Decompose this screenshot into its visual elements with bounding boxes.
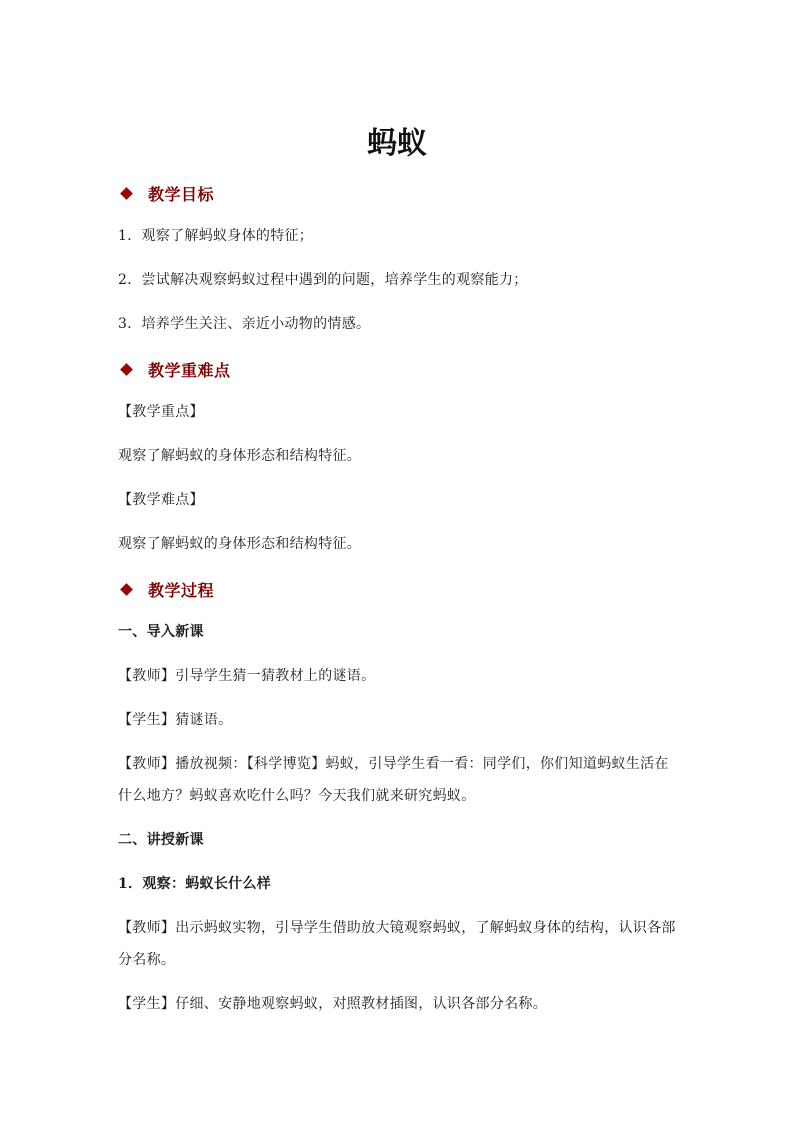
sub-title: 1．观察：蚂蚁长什么样 xyxy=(118,876,272,892)
goal-item: 2．尝试解决观察蚂蚁过程中遇到的问题，培养学生的观察能力； xyxy=(118,272,528,288)
process-line: 【学生】猜谜语。 xyxy=(118,712,233,728)
part-title: 二、讲授新课 xyxy=(118,832,204,848)
diamond-bullet-icon xyxy=(120,187,133,200)
focus-text: 观察了解蚂蚁的身体形态和结构特征。 xyxy=(118,448,362,464)
goal-item: 1．观察了解蚂蚁身体的特征； xyxy=(118,228,314,244)
section-heading-text: 教学目标 xyxy=(148,184,215,204)
section-heading-process xyxy=(118,572,680,606)
difficulty-label: 【教学难点】 xyxy=(118,492,204,508)
document-title: 蚂蚁 xyxy=(367,126,427,161)
part-title: 一、导入新课 xyxy=(118,624,204,640)
process-line: 【教师】播放视频：【科学博览】蚂蚁，引导学生看一看：同学们，你们知道蚂蚁生活在什么地方？蚂蚁喜欢吃什么吗？今天我们就来研究蚂蚁。 xyxy=(118,756,669,804)
process-line: 【学生】仔细、安静地观察蚂蚁，对照教材插图，认识各部分名称。 xyxy=(118,996,547,1012)
document-body xyxy=(118,176,680,1020)
focus-label: 【教学重点】 xyxy=(118,404,204,420)
section-heading-text: 教学过程 xyxy=(148,580,215,600)
difficulty-text: 观察了解蚂蚁的身体形态和结构特征。 xyxy=(118,536,362,552)
diamond-bullet-icon xyxy=(120,583,133,596)
goal-item: 3．培养学生关注、亲近小动物的情感。 xyxy=(118,316,371,332)
process-line: 【教师】出示蚂蚁实物，引导学生借助放大镜观察蚂蚁，了解蚂蚁身体的结构，认识各部分名称。 xyxy=(118,920,676,968)
section-heading-goals xyxy=(118,176,680,210)
process-line: 【教师】引导学生猜一猜教材上的谜语。 xyxy=(118,668,376,684)
diamond-bullet-icon xyxy=(120,363,133,376)
section-heading-key-points xyxy=(118,352,680,386)
section-heading-text: 教学重难点 xyxy=(148,360,231,380)
